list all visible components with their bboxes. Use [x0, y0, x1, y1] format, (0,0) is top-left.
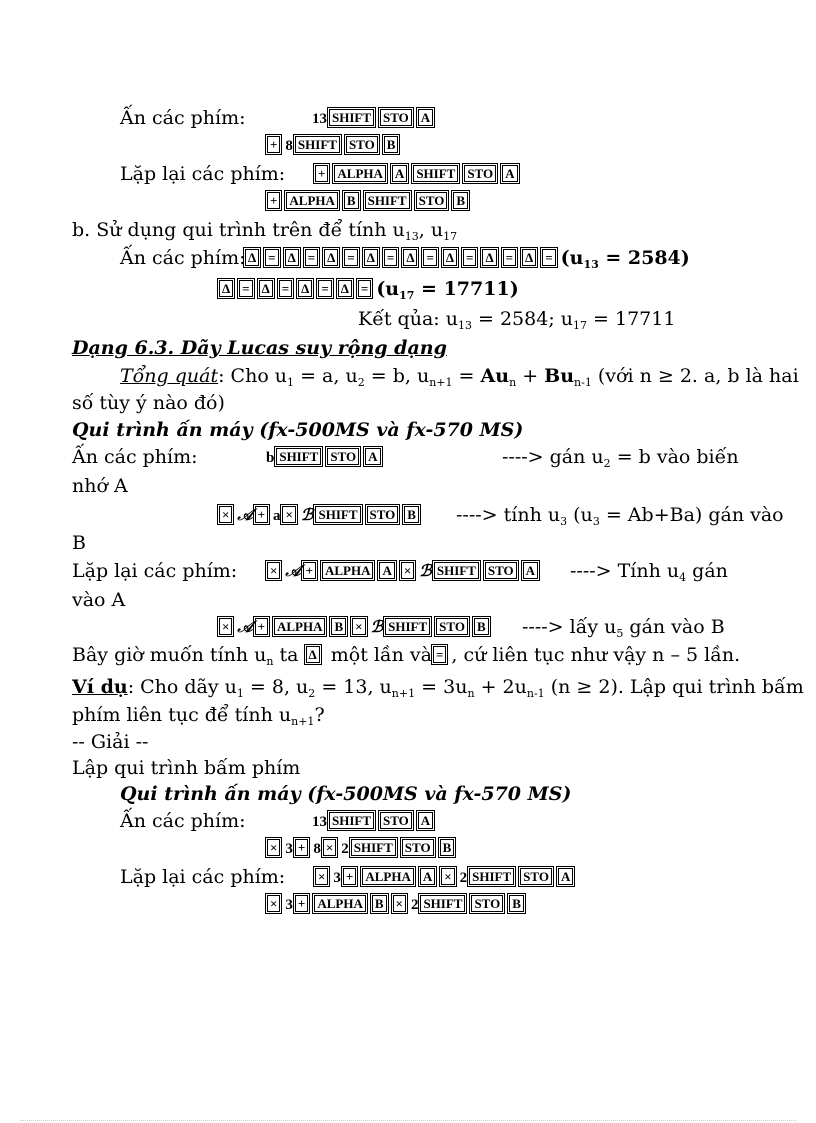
key-b: B: [474, 618, 489, 635]
key-b: B: [331, 618, 346, 635]
key-shift: SHIFT: [276, 448, 321, 465]
key-b: B: [440, 839, 455, 856]
text-line: -- Giải --: [72, 731, 149, 753]
text-line: Bây giờ muốn tính $u_n$ ta Δ một lần và = , cứ liên tục như vậy n – 5 lần.: [72, 644, 741, 668]
key-a: A: [392, 165, 407, 182]
key-eq: =: [265, 249, 278, 266]
key-delta: Δ: [285, 249, 299, 266]
key-b: B: [372, 895, 387, 912]
key-alpha: ALPHA: [322, 562, 374, 579]
key-shift: SHIFT: [365, 192, 410, 209]
text-line: ----> Tính $u_4$ gán: [570, 560, 728, 584]
paragraph-line: Tổng quát: Cho $u_1 = a$, $u_2 = b$, $u_{n+1} = Au_n + Bu_{n-1}$ (với n ≥ 2. a, b là hai: [120, 365, 799, 389]
digit-3: 3: [285, 897, 293, 913]
key-alpha: ALPHA: [314, 895, 366, 912]
section-title: Dạng 6.3. Dãy Lucas suy rộng dạng: [72, 337, 447, 359]
key-plus: +: [303, 562, 316, 579]
key-b: B: [384, 136, 399, 153]
key-a: A: [418, 812, 433, 829]
key-sto: STO: [520, 868, 552, 885]
key-sto: STO: [436, 618, 468, 635]
key-times: ×: [267, 895, 280, 912]
letter-a: a: [272, 508, 281, 524]
digit-2: 2: [341, 841, 349, 857]
digit-2: 2: [410, 897, 419, 913]
digit-3: 3: [285, 841, 293, 857]
key-shift: SHIFT: [413, 165, 458, 182]
key-eq: =: [423, 249, 436, 266]
key-eq: =: [279, 280, 292, 297]
key-times: ×: [267, 562, 280, 579]
key-b: B: [404, 506, 419, 523]
text-line: nhớ A: [72, 475, 128, 497]
key-delta: Δ: [245, 249, 259, 266]
key-sto: STO: [346, 136, 378, 153]
key-alpha: ALPHA: [286, 192, 338, 209]
text-line: b. Sử dụng qui trình trên để tính $u_{13}$, $u_{17}$: [72, 219, 458, 243]
text-line: [120, 106, 246, 130]
key-shift: SHIFT: [385, 618, 430, 635]
key-delta: Δ: [443, 249, 457, 266]
key-eq: =: [239, 280, 252, 297]
digit-2: 2: [459, 870, 468, 886]
key-sto: STO: [485, 562, 517, 579]
key-sequence: [266, 445, 386, 470]
key-sequence: [266, 836, 459, 861]
key-eq: =: [542, 249, 555, 266]
key-plus: +: [255, 618, 268, 635]
text-line: Lặp lại các phím:: [120, 866, 286, 888]
key-plus: +: [267, 192, 280, 209]
key-shift: SHIFT: [329, 109, 374, 126]
key-eq: =: [433, 646, 446, 663]
key-sequence: [314, 865, 578, 890]
key-a: A: [420, 868, 435, 885]
key-times: ×: [401, 562, 414, 579]
key-times: ×: [393, 895, 406, 912]
key-eq: =: [344, 249, 357, 266]
procedure-title: Qui trình ấn máy (fx-500MS và fx-570 MS): [120, 783, 572, 805]
key-sequence: [218, 503, 424, 528]
key-plus: +: [315, 165, 328, 182]
paragraph-line: số tùy ý nào đó): [72, 392, 225, 414]
key-a: A: [523, 562, 538, 579]
key-times: ×: [315, 868, 328, 885]
key-alpha: ALPHA: [334, 165, 386, 182]
key-shift: SHIFT: [329, 812, 374, 829]
digit-13: 13: [312, 814, 327, 830]
key-sto: STO: [464, 165, 496, 182]
key-plus: +: [295, 895, 308, 912]
key-a: A: [379, 562, 394, 579]
key-times: ×: [441, 868, 454, 885]
key-delta: Δ: [306, 646, 320, 663]
text-line: vào A: [72, 589, 126, 611]
key-times: ×: [267, 839, 280, 856]
letter-b: b: [266, 450, 275, 466]
key-a: A: [365, 448, 380, 465]
key-sto: STO: [327, 448, 359, 465]
key-eq: =: [318, 280, 331, 297]
key-sto: STO: [367, 506, 399, 523]
key-times: ×: [282, 506, 295, 523]
key-plus: +: [267, 136, 280, 153]
text-line: Ấn các phím:: [72, 446, 198, 468]
label-an-cac-phim: Ấn các phím:: [120, 107, 246, 129]
digit-8: 8: [313, 841, 321, 857]
key-sequence: [312, 106, 438, 131]
text-line: ----> gán $u_2 = b$ vào biến: [502, 446, 739, 470]
key-a: A: [558, 868, 573, 885]
key-sto: STO: [380, 109, 412, 126]
text-line: ----> tính $u_3$ $(u_3 = Ab+Ba)$ gán vào: [456, 504, 784, 528]
key-eq: =: [503, 249, 516, 266]
key-sequence: $\Delta = \Delta = \Delta = \Delta = (u_{17} = 17711)$: [218, 277, 519, 301]
key-delta: Δ: [403, 249, 417, 266]
letter-script-b: ℬ: [300, 507, 314, 524]
key-times: ×: [219, 506, 232, 523]
key-delta: Δ: [338, 280, 352, 297]
key-sequence: [266, 133, 403, 158]
key-plus: +: [343, 868, 356, 885]
digit-3: 3: [333, 870, 341, 886]
key-delta: Δ: [364, 249, 378, 266]
key-sto: STO: [416, 192, 448, 209]
text-line: Lặp lại các phím:: [72, 560, 238, 582]
key-delta: Δ: [298, 280, 312, 297]
key-times: ×: [352, 618, 365, 635]
key-sto: STO: [471, 895, 503, 912]
key-delta: Δ: [219, 280, 233, 297]
key-sequence: [266, 189, 473, 213]
key-delta: Δ: [482, 249, 496, 266]
key-b: B: [344, 192, 359, 209]
key-sequence: [218, 615, 494, 640]
text-line: B: [72, 532, 86, 554]
key-sto: STO: [380, 812, 412, 829]
key-b: B: [453, 192, 468, 209]
key-sequence: [314, 162, 523, 186]
digit-13: 13: [312, 111, 327, 127]
key-shift: SHIFT: [420, 895, 465, 912]
letter-script-a: 𝒜: [285, 563, 301, 580]
page-bottom-divider: [20, 1120, 796, 1121]
key-shift: SHIFT: [469, 868, 514, 885]
key-alpha: ALPHA: [362, 868, 414, 885]
key-delta: Δ: [259, 280, 273, 297]
text-line: Ấn các phím:: [120, 247, 246, 269]
key-eq: =: [384, 249, 397, 266]
text-line: ----> lấy $u_5$ gán vào B: [522, 616, 725, 640]
key-shift: SHIFT: [295, 136, 340, 153]
key-a: A: [418, 109, 433, 126]
key-sto: STO: [402, 839, 434, 856]
letter-script-a: 𝒜: [237, 619, 253, 636]
key-eq: =: [358, 280, 371, 297]
letter-script-a: 𝒜: [237, 507, 253, 524]
key-delta: Δ: [324, 249, 338, 266]
key-sequence: [312, 809, 438, 834]
key-times: ×: [323, 839, 336, 856]
key-shift: SHIFT: [351, 839, 396, 856]
digit-8: 8: [285, 138, 293, 154]
paragraph-line: Ví dụ: Cho dãy $u_1 = 8$, $u_2 = 13$, $u_{n+1} = 3u_n + 2u_{n-1}$ (n ≥ 2). Lập qui trình bấm: [72, 676, 804, 700]
letter-script-b: ℬ: [419, 563, 432, 580]
label-lap-lai: Lặp lại các phím:: [120, 163, 286, 185]
key-a: A: [502, 165, 517, 182]
paragraph-line: phím liên tục để tính $u_{n+1}$?: [72, 704, 325, 728]
key-plus: +: [295, 839, 308, 856]
key-eq: =: [463, 249, 476, 266]
key-sequence: $\Delta = \Delta = \Delta = \Delta = \Delta = \Delta = \Delta = \Delta = (u_{13} = 2584)$: [244, 246, 690, 270]
text-line: Lập qui trình bấm phím: [72, 757, 301, 779]
key-plus: +: [255, 506, 268, 523]
key-shift: SHIFT: [315, 506, 360, 523]
key-b: B: [509, 895, 524, 912]
key-eq: =: [305, 249, 318, 266]
key-sequence: [266, 892, 529, 917]
letter-script-b: ℬ: [370, 619, 384, 636]
result-line: Kết qủa: $u_{13} = 2584$; $u_{17} = 17711$: [358, 308, 676, 332]
key-shift: SHIFT: [434, 562, 479, 579]
text-line: Ấn các phím:: [120, 810, 246, 832]
key-sequence: [266, 559, 543, 584]
key-times: ×: [219, 618, 232, 635]
key-delta: Δ: [522, 249, 536, 266]
procedure-title: Qui trình ấn máy (fx-500MS và fx-570 MS): [72, 419, 524, 441]
text-line: [120, 162, 285, 186]
key-alpha: ALPHA: [274, 618, 326, 635]
